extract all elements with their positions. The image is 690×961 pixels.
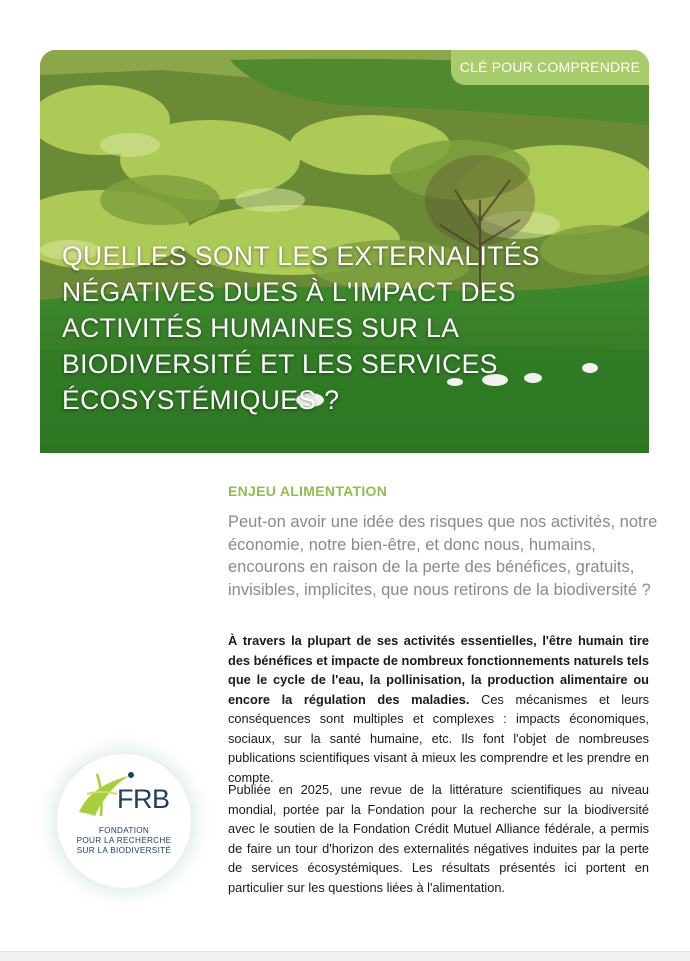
- logo-name: FRB: [117, 784, 170, 814]
- section-label: ENJEU ALIMENTATION: [228, 483, 388, 499]
- intro-paragraph: [228, 631, 649, 787]
- frb-logo: [57, 754, 191, 888]
- intro-regular-text: Ces mécanismes et leurs conséquences sont multiples et complexes : impacts économiques, sociaux, sur la santé humaine, etc. Ils font l'objet de nombreuses publications scientifiques visant à mieux les comprendre et les prendre en compte.: [228, 691, 649, 785]
- lead-question: Peut-on avoir une idée des risques que nos activités, notre économie, notre bien-être, et donc nous, humains, encourons en raison de la perte des bénéfices, gratuits, invisibles, implicites, que nous retirons de la biodiversité ?: [228, 513, 658, 599]
- page-title: QUELLES SONT LES EXTERNALITÉS NÉGATIVES DUES À L'IMPACT DES ACTIVITÉS HUMAINES SUR LA BIODIVERSITÉ ET LES SERVICES ÉCOSYSTÉMIQUES ?: [62, 241, 540, 415]
- hero-photo: [40, 50, 649, 453]
- intro-bold-text: À travers la plupart de ses activités essentielles, l'être humain tire des bénéfices et impacte de nombreux fonctionnements naturels tels que le cycle de l'eau, la pollinisation, la production alimentaire ou encore la régulation des maladies.: [228, 633, 649, 707]
- publication-paragraph: Publiée en 2025, une revue de la littérature scientifiques au niveau mondial, portée par la Fondation pour la recherche sur la biodiversité avec le soutien de la Fondation Crédit Mutuel Alliance fédérale, a permis de faire un tour d'horizon des externalités négatives induites par la perte de services écosystémiques. Les résultats présentés ici portent en particulier sur les questions liées à l'alimentation.: [228, 782, 649, 895]
- logo-subtitle: [57, 826, 191, 856]
- frb-leaf-icon: [57, 754, 191, 888]
- logo-line-1: FONDATION: [98, 826, 150, 835]
- logo-line-2: POUR LA RECHERCHE: [76, 836, 172, 845]
- logo-line-3: SUR LA BIODIVERSITÉ: [76, 846, 172, 855]
- category-badge: CLÉ POUR COMPRENDRE: [451, 50, 649, 85]
